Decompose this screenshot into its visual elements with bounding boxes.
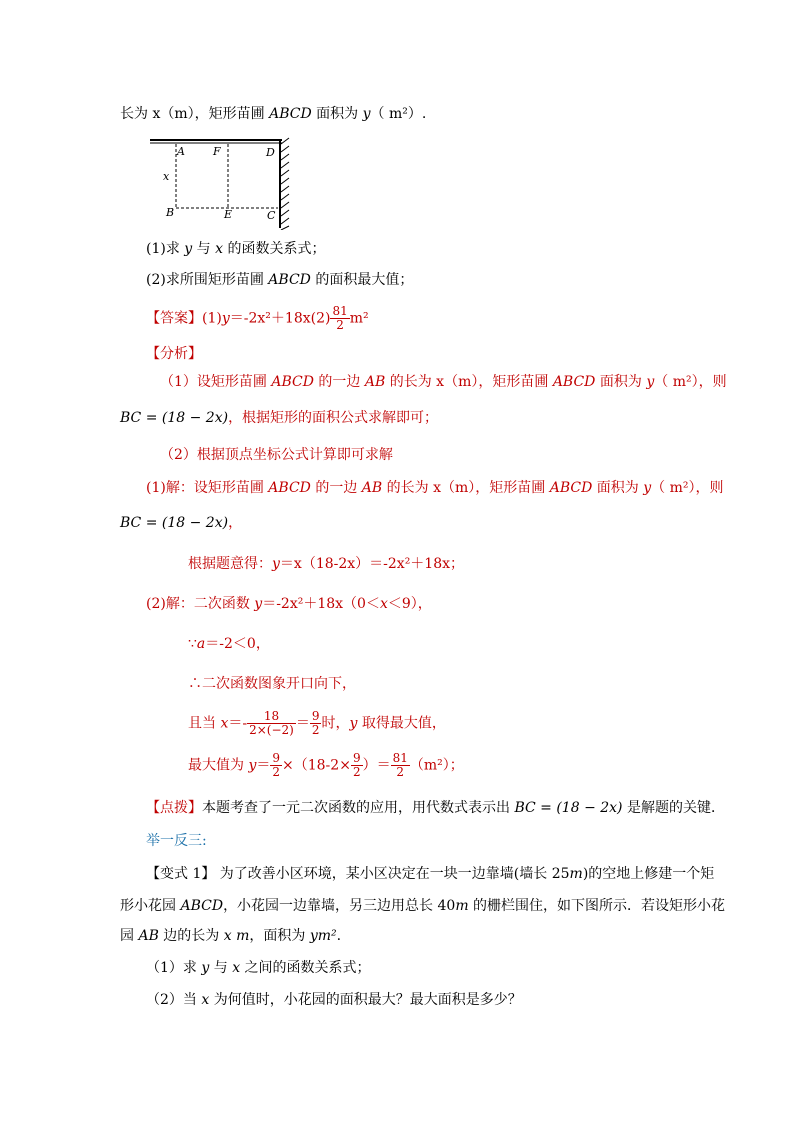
variant-question-2: （2）当 x 为何值时，小花园的面积最大？最大面积是多少？ <box>146 992 522 1008</box>
label-a: A <box>177 145 185 158</box>
label-d: D <box>266 146 275 159</box>
fraction: $\frac{9}{2}$ <box>272 751 281 779</box>
label-c: C <box>267 209 276 222</box>
question-1: (1)求 y 与 x 的函数关系式； <box>146 241 326 257</box>
variant-line-3: 园 AB 边的长为 x m，面积为 ym². <box>120 928 342 944</box>
variant-line-1: 【变式 1】 为了改善小区环境，某小区决定在一块一边靠墙(墙长 25m)的空地上修建一个矩 <box>146 866 715 882</box>
label-f: F <box>213 145 221 158</box>
fraction: $\frac{9}{2}$ <box>352 751 361 779</box>
solution-line-2: BC = (18 − 2x)， <box>120 515 243 531</box>
analysis-heading: 【分析】 <box>146 346 202 362</box>
fraction: $\frac{81}{2}$ <box>392 751 408 779</box>
solution-line-6: ∴二次函数图象开口向下， <box>188 676 356 692</box>
solution-line-5: ∵a＝-2＜0， <box>188 636 270 652</box>
tip-line: 【点拨】本题考查了一元二次函数的应用，用代数式表示出 BC = (18 − 2x) 是解题的关键． <box>146 800 725 816</box>
problem-text-line: 长为 x（m），矩形苗圃 ABCD 面积为 y（ m²）. <box>120 106 427 122</box>
wall-hatch <box>281 138 289 230</box>
solution-line-1: (1)解：设矩形苗圃 ABCD 的一边 AB 的长为 x（m），矩形苗圃 ABCD 面积为 y（ m²），则 <box>146 480 724 496</box>
solution-line-3: 根据题意得：y＝x（18-2x）＝-2x²＋18x； <box>188 556 465 572</box>
fraction: $\frac{81}{2}$ <box>332 304 348 332</box>
variant-line-2: 形小花园 ABCD，小花园一边靠墙，另三边用总长 40m 的栅栏围住，如下图所示．若设矩形小花 <box>120 898 726 914</box>
label-b: B <box>166 206 175 219</box>
analysis-line-1: （1）设矩形苗圃 ABCD 的一边 AB 的长为 x（m），矩形苗圃 ABCD 面积为 y（ m²），则 <box>160 374 727 390</box>
analysis-line-3: （2）根据顶点坐标公式计算即可求解 <box>160 447 393 463</box>
solution-line-4: (2)解：二次函数 y＝-2x²＋18x（0＜x＜9）， <box>146 596 432 612</box>
garden-diagram <box>150 136 300 230</box>
label-x: x <box>163 170 170 183</box>
fraction: $\frac{18}{2\times(-2)}$ <box>249 709 294 737</box>
solution-line-8: 最大值为 y＝ $\frac{9}{2}$ ×（18-2× $\frac{9}{2}$ ）＝ $\frac{81}{2}$ （m²）； <box>188 751 464 779</box>
solution-line-7: 且当 x＝- $\frac{18}{2\times(-2)}$ ＝ $\frac{9}{2}$ 时，y 取得最大值， <box>188 709 446 737</box>
practice-heading: 举一反三: <box>146 833 207 849</box>
label-e: E <box>224 208 233 221</box>
variant-question-1: （1）求 y 与 x 之间的函数关系式； <box>146 960 371 976</box>
question-2: (2)求所围矩形苗圃 ABCD 的面积最大值； <box>146 272 414 288</box>
analysis-line-2: BC = (18 − 2x)，根据矩形的面积公式求解即可； <box>120 410 439 426</box>
fraction: $\frac{9}{2}$ <box>311 709 320 737</box>
answer-line: 【答案】(1)y＝-2x²＋18x(2) $\frac{81}{2}$ m² <box>146 304 369 332</box>
